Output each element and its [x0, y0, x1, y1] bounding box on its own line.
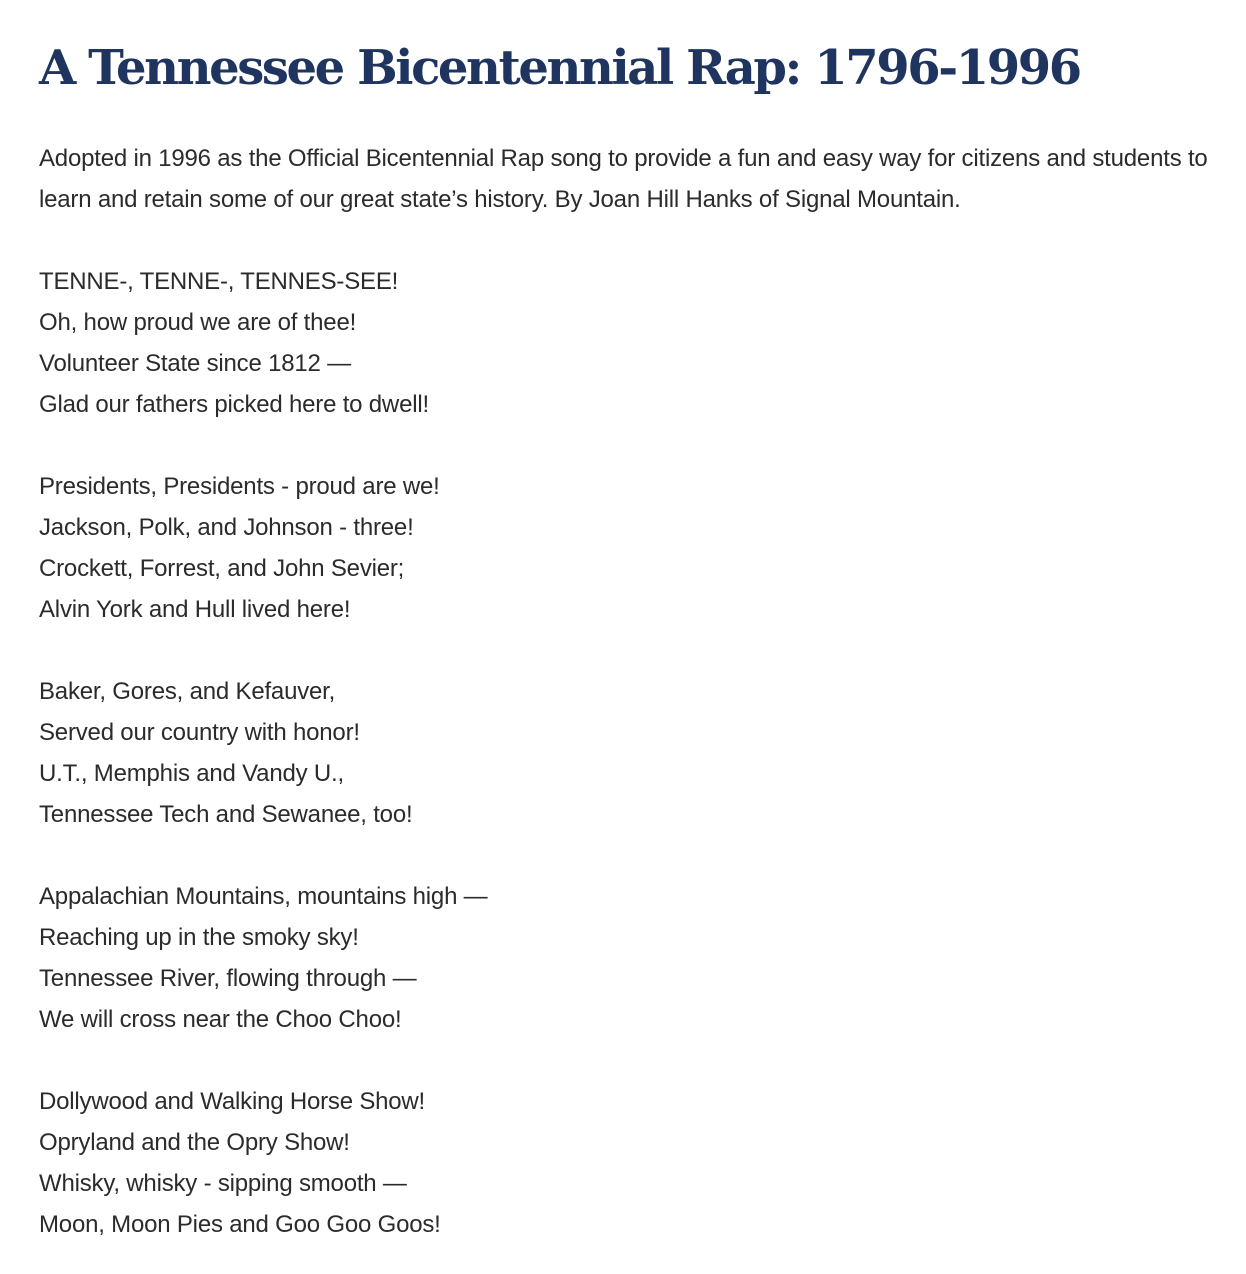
lyric-line: Glad our fathers picked here to dwell! [39, 391, 429, 418]
lyric-line: Jackson, Polk, and Johnson - three! [39, 514, 414, 541]
stanza-2 [39, 466, 1219, 630]
stanza-4 [39, 876, 1219, 1040]
lyric-line: Oh, how proud we are of thee! [39, 309, 357, 336]
lyric-line: Moon, Moon Pies and Goo Goo Goos! [39, 1211, 441, 1238]
lyric-line: Volunteer State since 1812 — [39, 350, 351, 377]
lyric-line: Tennessee River, flowing through — [39, 965, 417, 992]
stanza-5 [39, 1081, 1219, 1245]
lyric-line: Opryland and the Opry Show! [39, 1129, 350, 1156]
lyric-line: Baker, Gores, and Kefauver, [39, 678, 336, 705]
lyric-line: U.T., Memphis and Vandy U., [39, 760, 344, 787]
lyric-line: Crockett, Forrest, and John Sevier; [39, 555, 405, 582]
stanza-1 [39, 261, 1219, 425]
lyric-line: We will cross near the Choo Choo! [39, 1006, 402, 1033]
intro-paragraph: Adopted in 1996 as the Official Bicentennial Rap song to provide a fun and easy way for citizens and students to learn and retain some of our great state’s history. By Joan Hill Hanks of Signal Mountain. [39, 145, 1208, 213]
page-title: A Tennessee Bicentennial Rap: 1796-1996 [39, 40, 1080, 96]
lyric-line: Whisky, whisky - sipping smooth — [39, 1170, 407, 1197]
lyric-line: Alvin York and Hull lived here! [39, 596, 351, 623]
lyric-line: Appalachian Mountains, mountains high — [39, 883, 488, 910]
lyric-line: Served our country with honor! [39, 719, 360, 746]
article [39, 30, 1219, 1245]
lyric-line: TENNE-, TENNE-, TENNES-SEE! [39, 268, 399, 295]
lyric-line: Reaching up in the smoky sky! [39, 924, 359, 951]
lyric-line: Presidents, Presidents - proud are we! [39, 473, 440, 500]
lyric-line: Dollywood and Walking Horse Show! [39, 1088, 426, 1115]
lyric-line: Tennessee Tech and Sewanee, too! [39, 801, 413, 828]
stanza-3 [39, 671, 1219, 835]
